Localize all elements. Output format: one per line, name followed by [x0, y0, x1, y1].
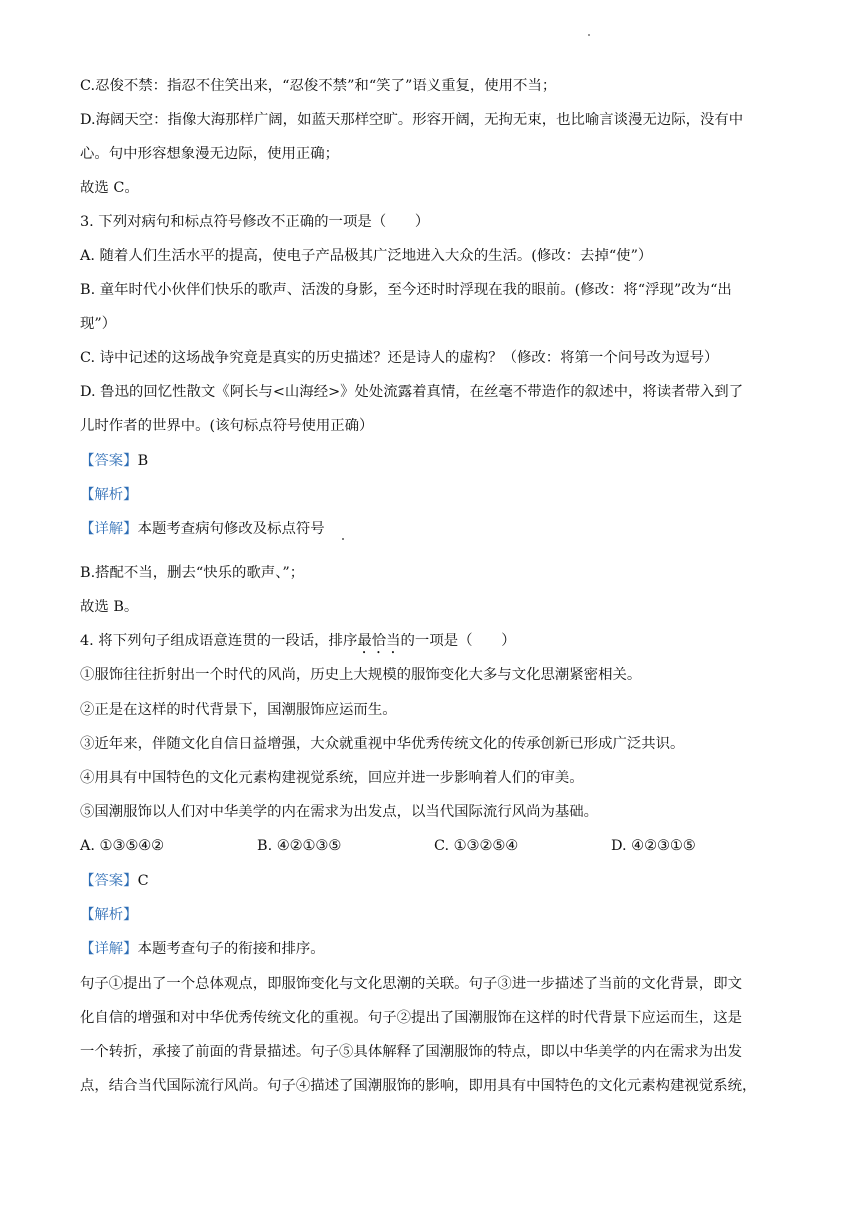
- explanation-line-1: 句子①提出了一个总体观点，即服饰变化与文化思潮的关联。句子③进一步描述了当前的文化背景，即文: [80, 976, 742, 992]
- stray-mark: [342, 538, 344, 540]
- question-4-stem: [80, 631, 516, 657]
- question-4-option-c: C. ①③②⑤④: [434, 838, 519, 854]
- analysis-label: 【解析】: [80, 487, 138, 503]
- sentence-4: ④用具有中国特色的文化元素构建视觉系统，回应并进一步影响着人们的审美。: [80, 770, 584, 786]
- stem-text-post: 的一项是（ ）: [400, 633, 516, 649]
- answer-note-d: D.海阔天空：指像大海那样广阔，如蓝天那样空旷。形容开阔，无拘无束，也比喻言谈漫无边际，没有中: [80, 112, 744, 128]
- question-3-option-d-cont: 儿时作者的世界中。(该句标点符号使用正确）: [80, 418, 374, 434]
- detail-text: 本题考查病句修改及标点符号: [137, 521, 325, 537]
- question-3-option-d: D. 鲁迅的回忆性散文《阿长与<山海经>》处处流露着真情，在丝毫不带造作的叙述中，将读者带入到了: [80, 384, 744, 400]
- analysis-label: 【解析】: [80, 907, 138, 923]
- answer-note-d-cont: 心。句中形容想象漫无边际，使用正确；: [80, 146, 340, 162]
- stem-emphasis: 最恰当: [357, 633, 401, 649]
- detail-label: 【详解】: [80, 941, 138, 957]
- question-4-option-d: D. ④②③①⑤: [611, 838, 696, 854]
- detail-text: 本题考查句子的衔接和排序。: [137, 941, 325, 957]
- scan-dot: [588, 34, 590, 36]
- stem-text-pre: 4. 将下列句子组成语意连贯的一段话，排序: [80, 633, 358, 649]
- question-3-stem: 3. 下列对病句和标点符号修改不正确的一项是（ ）: [80, 214, 430, 230]
- detail-label: 【详解】: [80, 521, 138, 537]
- answer-note-c: C.忍俊不禁：指忍不住笑出来，“忍俊不禁”和“笑了”语义重复，使用不当；: [80, 78, 557, 94]
- answer-value: B: [137, 453, 149, 469]
- explanation-line-3: 一个转折，承接了前面的背景描述。句子⑤具体解释了国潮服饰的特点，即以中华美学的内在需求为出发: [80, 1044, 742, 1060]
- question-4-analysis-label: [80, 905, 138, 925]
- final-choice-q3: 故选 B。: [80, 599, 139, 615]
- question-4-detail: [80, 939, 325, 959]
- sentence-1: ①服饰往往折射出一个时代的风尚，历史上大规模的服饰变化大多与文化思潮紧密相关。: [80, 667, 642, 683]
- question-3-answer: [80, 451, 148, 471]
- question-3-option-a: A. 随着人们生活水平的提高，使电子产品极其广泛地进入大众的生活。(修改：去掉“使”）: [80, 248, 653, 264]
- question-3-analysis-label: [80, 485, 138, 505]
- question-4-option-b: B. ④②①③⑤: [257, 838, 342, 854]
- question-4-answer: [80, 871, 149, 891]
- question-3-option-b: B. 童年时代小伙伴们快乐的歌声、活泼的身影，至今还时时浮现在我的眼前。(修改：将“浮现”改为“出: [80, 282, 732, 298]
- explanation-line-2: 化自信的增强和对中华优秀传统文化的重视。句子②提出了国潮服饰在这样的时代背景下应运而生，这是: [80, 1010, 742, 1026]
- question-3-option-c: C. 诗中记述的这场战争究竟是真实的历史描述？还是诗人的虚构？（修改：将第一个问号改为逗号）: [80, 350, 719, 366]
- sentence-5: ⑤国潮服饰以人们对中华美学的内在需求为出发点，以当代国际流行风尚为基础。: [80, 804, 599, 820]
- answer-label: 【答案】: [80, 453, 138, 469]
- explanation-line-4: 点，结合当代国际流行风尚。句子④描述了国潮服饰的影响，即用具有中国特色的文化元素构建视觉系统，: [80, 1078, 757, 1094]
- sentence-3: ③近年来，伴随文化自信日益增强，大众就重视中华优秀传统文化的传承创新已形成广泛共识。: [80, 736, 685, 752]
- question-3-note-b: B.搭配不当，删去“快乐的歌声、”；: [80, 565, 305, 581]
- final-choice-q2: 故选 C。: [80, 180, 139, 196]
- question-3-detail: [80, 519, 325, 539]
- question-4-option-a: A. ①③⑤④②: [80, 838, 165, 854]
- sentence-2: ②正是在这样的时代背景下，国潮服饰应运而生。: [80, 702, 397, 718]
- answer-value: C: [137, 873, 149, 889]
- answer-label: 【答案】: [80, 873, 138, 889]
- question-3-option-b-cont: 现”）: [80, 316, 117, 332]
